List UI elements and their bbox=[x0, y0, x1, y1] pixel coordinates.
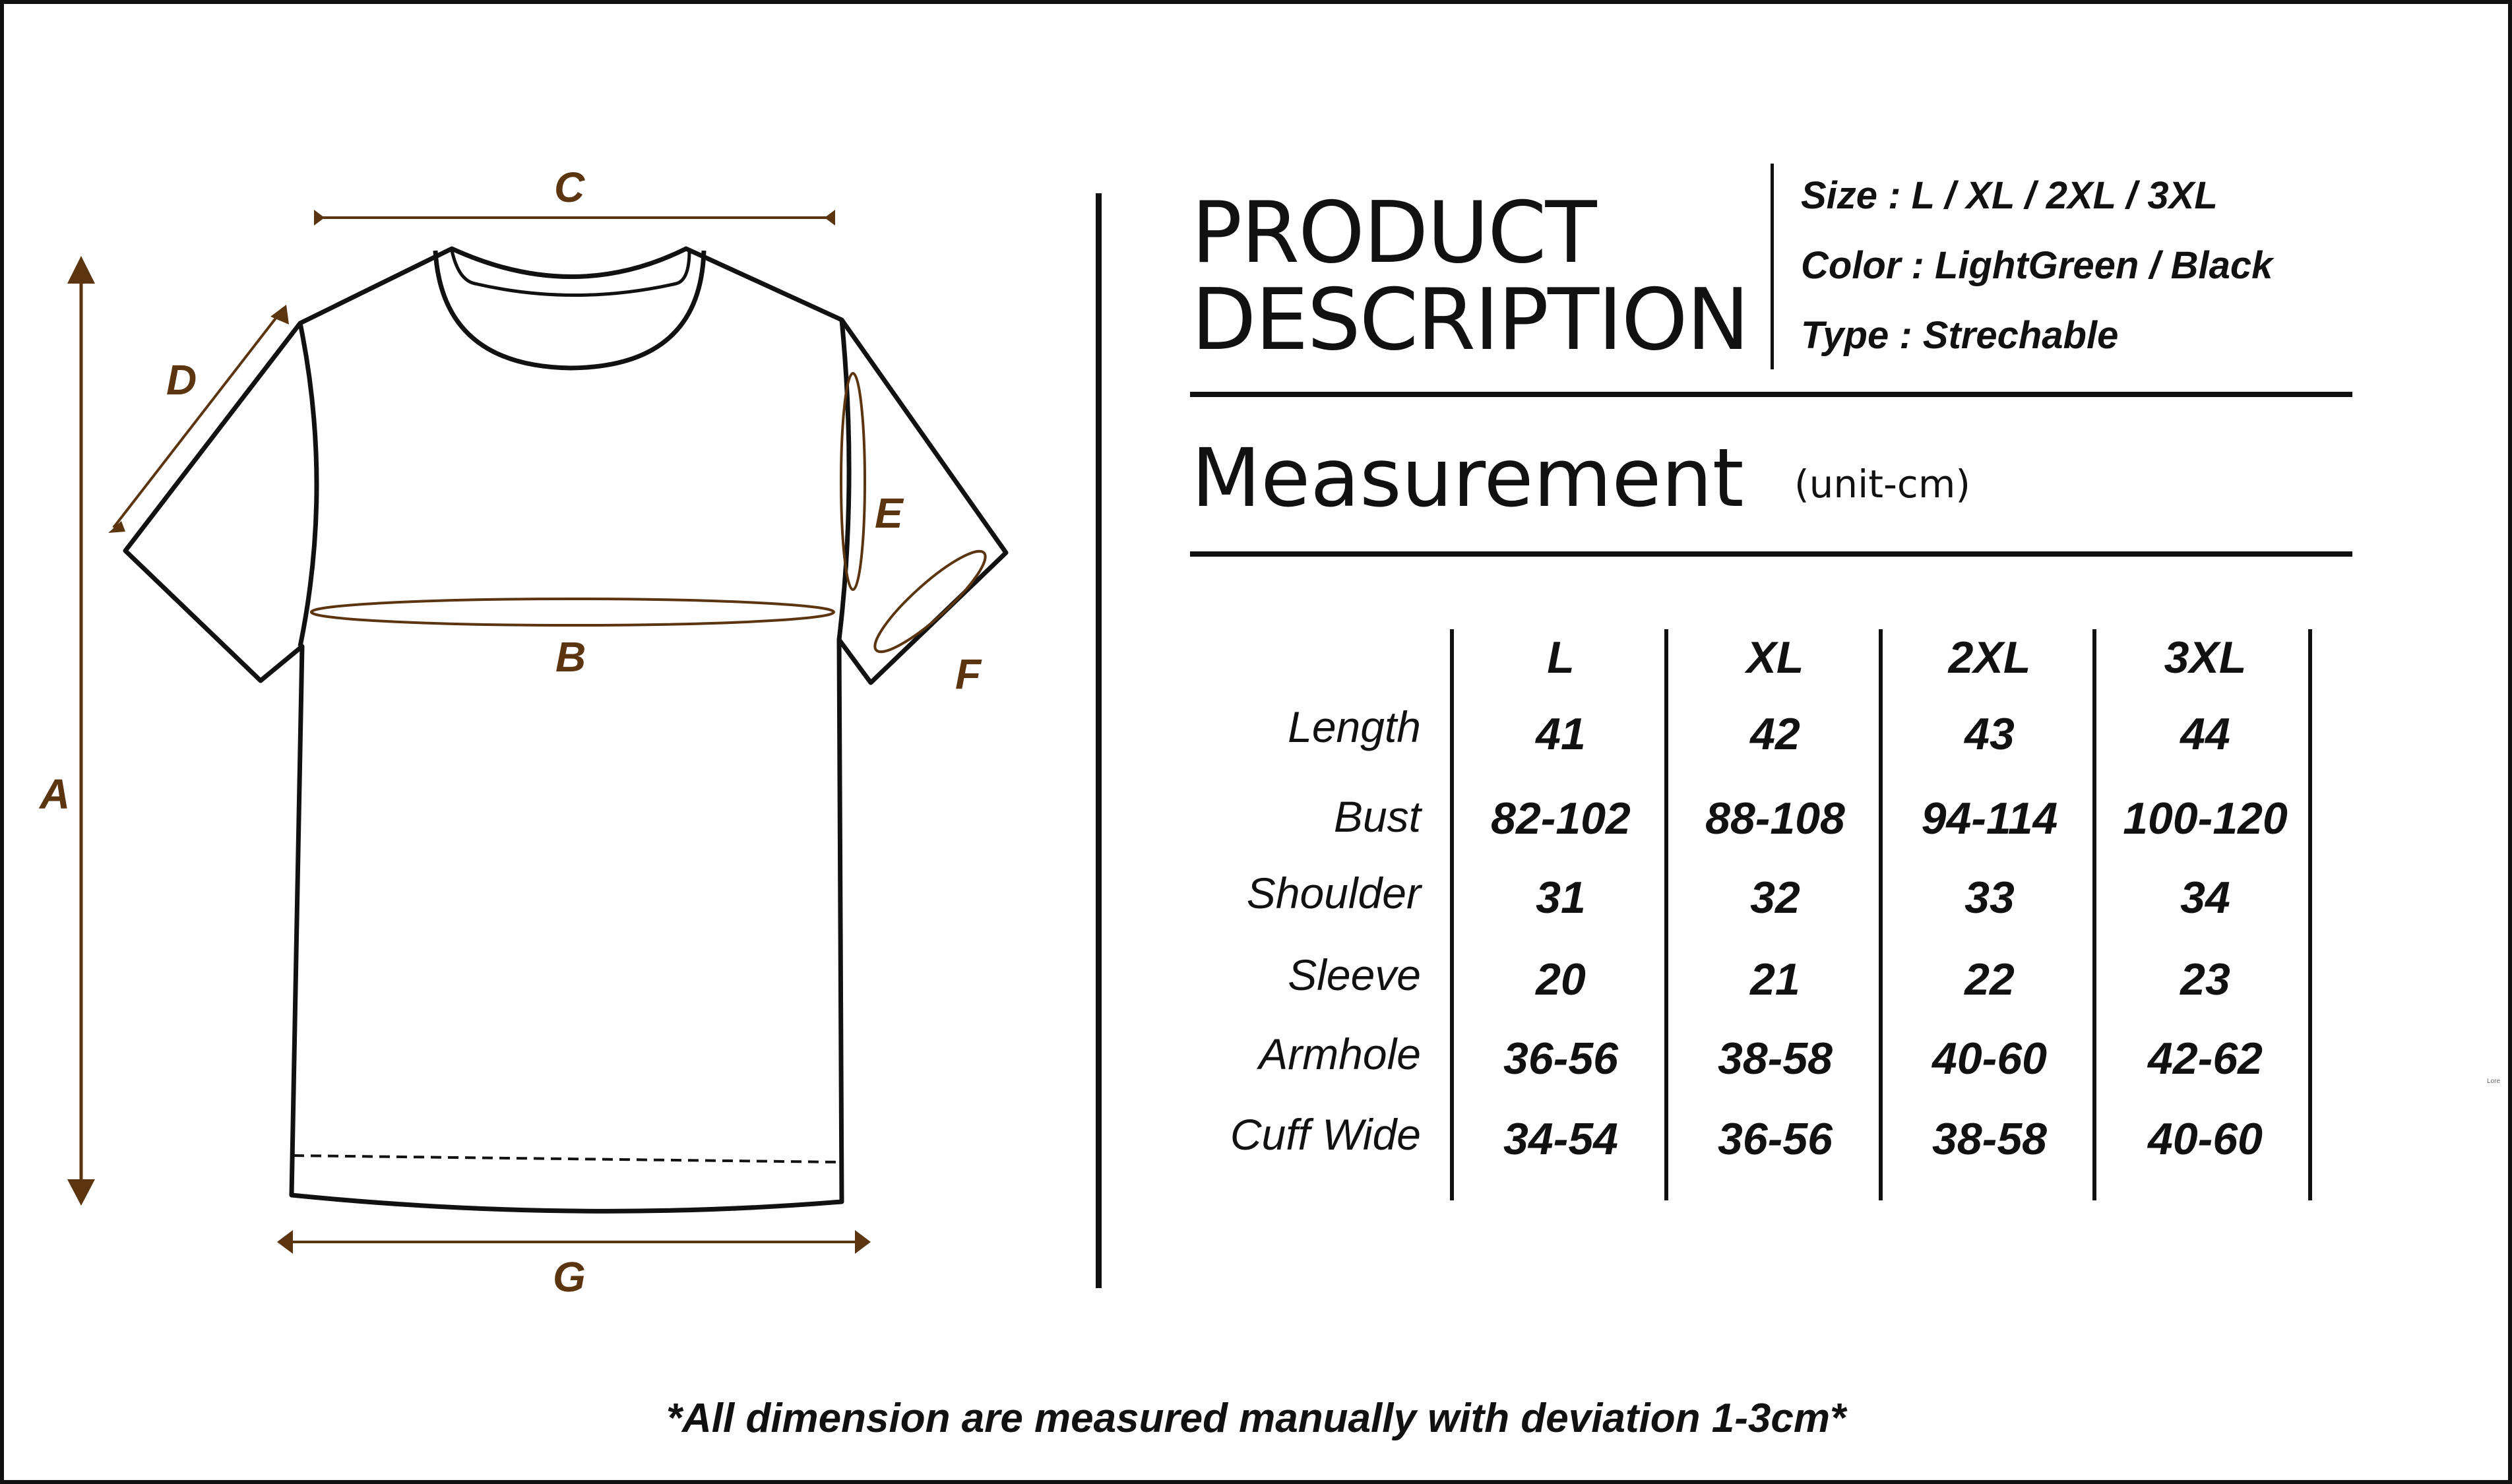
measurement-heading: Measurement bbox=[1191, 431, 1744, 525]
label-B: B bbox=[555, 633, 586, 681]
size-header: L bbox=[1547, 633, 1575, 683]
info-type: Type : Strechable bbox=[1801, 314, 2119, 357]
table-cell: 22 bbox=[1964, 954, 2015, 1005]
table-cell: 41 bbox=[1536, 709, 1586, 759]
table-cell: 34 bbox=[2180, 873, 2230, 923]
title-line-1: PRODUCT bbox=[1191, 184, 1596, 282]
title-line-2: DESCRIPTION bbox=[1191, 271, 1749, 369]
table-cell: 42-62 bbox=[2148, 1034, 2263, 1084]
label-A: A bbox=[40, 770, 71, 818]
table-cell: 33 bbox=[1964, 873, 2015, 923]
size-header: XL bbox=[1746, 633, 1804, 683]
table-cell: 43 bbox=[1964, 709, 2015, 759]
table-cell: 23 bbox=[2180, 954, 2230, 1005]
table-column-line bbox=[1450, 629, 1454, 1200]
table-cell: 36-56 bbox=[1718, 1114, 1833, 1164]
table-cell: 82-102 bbox=[1491, 793, 1631, 844]
table-cell: 32 bbox=[1750, 873, 1800, 923]
table-cell: 20 bbox=[1536, 954, 1586, 1005]
table-cell: 21 bbox=[1750, 954, 1800, 1005]
label-D: D bbox=[166, 356, 197, 404]
table-cell: 40-60 bbox=[1932, 1034, 2047, 1084]
row-label: Armhole bbox=[1259, 1030, 1421, 1078]
table-cell: 31 bbox=[1536, 873, 1586, 923]
row-label: Sleeve bbox=[1288, 950, 1421, 999]
row-label: Shoulder bbox=[1246, 869, 1421, 917]
table-cell: 88-108 bbox=[1705, 793, 1845, 844]
table-cell: 38-58 bbox=[1932, 1114, 2047, 1164]
size-header: 3XL bbox=[2164, 633, 2247, 683]
table-cell: 94-114 bbox=[1921, 793, 2058, 844]
row-label: Bust bbox=[1333, 792, 1421, 841]
row-label: Length bbox=[1288, 702, 1421, 751]
size-header: 2XL bbox=[1948, 633, 2031, 683]
label-F: F bbox=[955, 650, 982, 698]
tiny-text: Lore bbox=[2487, 1078, 2501, 1085]
info-color: Color : LightGreen / Black bbox=[1801, 244, 2273, 287]
table-cell: 34-54 bbox=[1503, 1114, 1618, 1164]
table-cell: 40-60 bbox=[2148, 1114, 2263, 1164]
label-G: G bbox=[553, 1253, 586, 1301]
table-cell: 100-120 bbox=[2123, 793, 2288, 844]
measurement-unit: (unit-cm) bbox=[1794, 462, 1970, 507]
footnote: *All dimension are measured manually with deviation 1-3cm* bbox=[666, 1396, 1846, 1441]
table-cell: 44 bbox=[2180, 709, 2230, 759]
table-cell: 38-58 bbox=[1718, 1034, 1833, 1084]
label-C: C bbox=[554, 164, 585, 211]
table-cell: 36-56 bbox=[1503, 1034, 1618, 1084]
table-cell: 42 bbox=[1750, 709, 1800, 759]
row-label: Cuff Wide bbox=[1230, 1110, 1421, 1159]
label-E: E bbox=[875, 489, 903, 537]
info-size: Size : L / XL / 2XL / 3XL bbox=[1801, 174, 2218, 217]
